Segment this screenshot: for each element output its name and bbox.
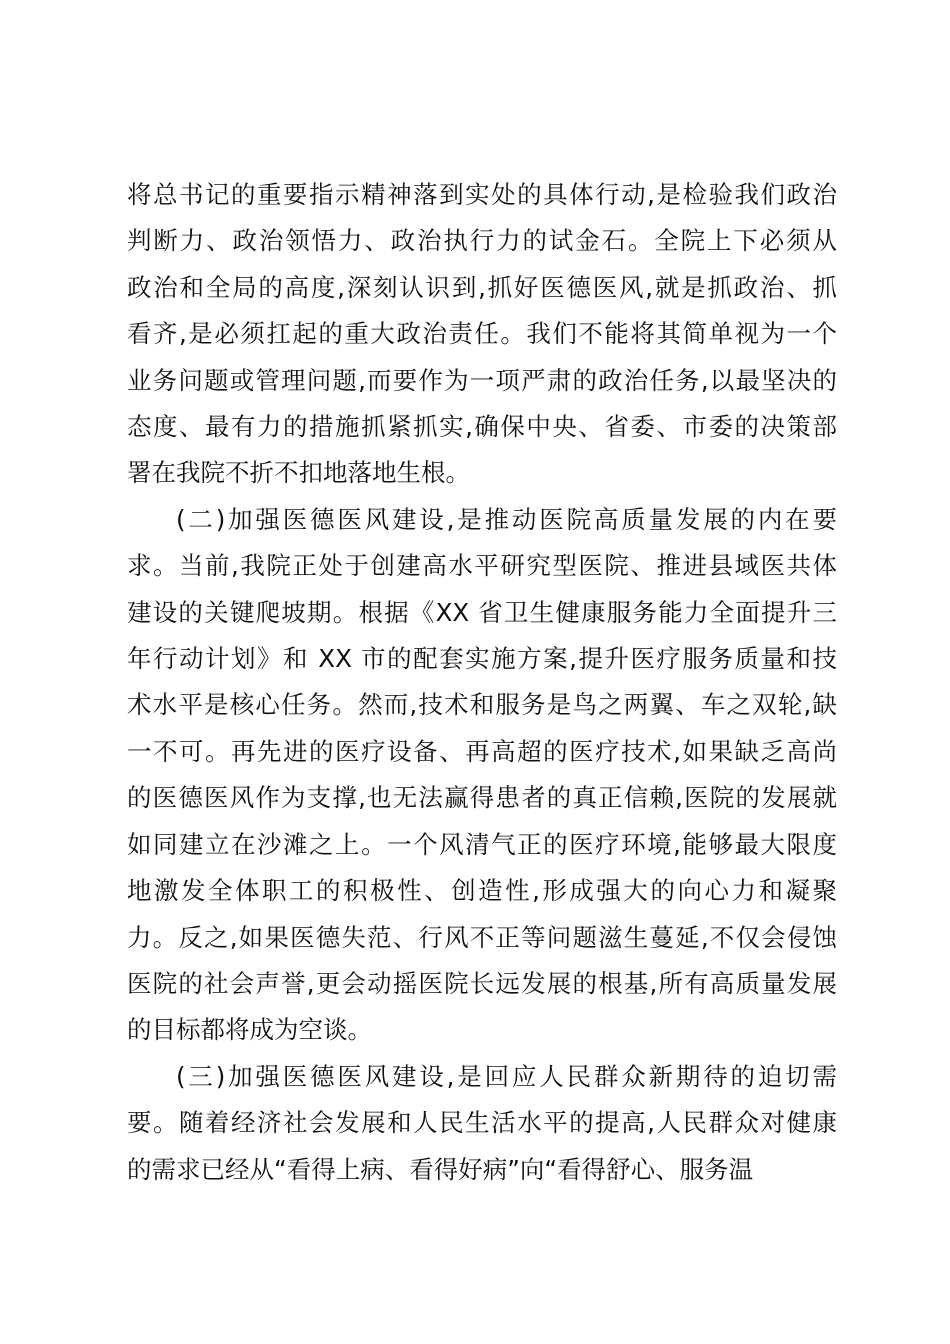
text-line: 建设的关键爬坡期。根据《XX 省卫生健康服务能力全面提升三 (127, 597, 837, 627)
text-line: 力。反之,如果医德失范、行风不正等问题滋生蔓延,不仅会侵蚀 (127, 922, 837, 952)
text-line: 求。当前,我院正处于创建高水平研究型医院、推进县域医共体 (127, 551, 837, 581)
text-line: 地激发全体职工的积极性、创造性,形成强大的向心力和凝聚 (127, 876, 837, 906)
text-line: 医院的社会声誉,更会动摇医院长远发展的根基,所有高质量发展 (127, 968, 837, 998)
paragraph-p1 (127, 172, 837, 497)
text-line: 的医德医风作为支撑,也无法赢得患者的真正信赖,医院的发展就 (127, 783, 837, 813)
text-line: 业务问题或管理问题,而要作为一项严肃的政治任务,以最坚决的 (127, 365, 837, 395)
text-line: 将总书记的重要指示精神落到实处的具体行动,是检验我们政治 (127, 180, 837, 209)
paragraph-p2 (127, 497, 837, 1054)
text-line: 如同建立在沙滩之上。一个风清气正的医疗环境,能够最大限度 (127, 829, 837, 859)
text-line: 年行动计划》和 XX 市的配套实施方案,提升医疗服务质量和技 (127, 644, 837, 674)
text-line: 的目标都将成为空谈。 (127, 1015, 372, 1045)
text-line: (三)加强医德医风建设,是回应人民群众新期待的迫切需 (176, 1061, 837, 1091)
document-body (127, 172, 837, 1193)
text-line: 术水平是核心任务。然而,技术和服务是鸟之两翼、车之双轮,缺 (127, 690, 837, 720)
text-line: 的需求已经从“看得上病、看得好病”向“看得舒心、服务温 (127, 1154, 754, 1184)
text-line: 态度、最有力的措施抓紧抓实,确保中央、省委、市委的决策部 (127, 412, 837, 442)
text-line: 判断力、政治领悟力、政治执行力的试金石。全院上下必须从 (127, 226, 837, 256)
text-line: 一不可。再先进的医疗设备、再高超的医疗技术,如果缺乏高尚 (127, 736, 837, 766)
paragraph-p3 (127, 1054, 837, 1193)
text-line: 署在我院不折不扣地落地生根。 (127, 458, 470, 488)
text-line: 要。随着经济社会发展和人民生活水平的提高,人民群众对健康 (127, 1108, 837, 1138)
text-line: 政治和全局的高度,深刻认识到,抓好医德医风,就是抓政治、抓 (127, 272, 837, 302)
text-line: (二)加强医德医风建设,是推动医院高质量发展的内在要 (176, 504, 837, 534)
text-line: 看齐,是必须扛起的重大政治责任。我们不能将其简单视为一个 (127, 319, 837, 349)
